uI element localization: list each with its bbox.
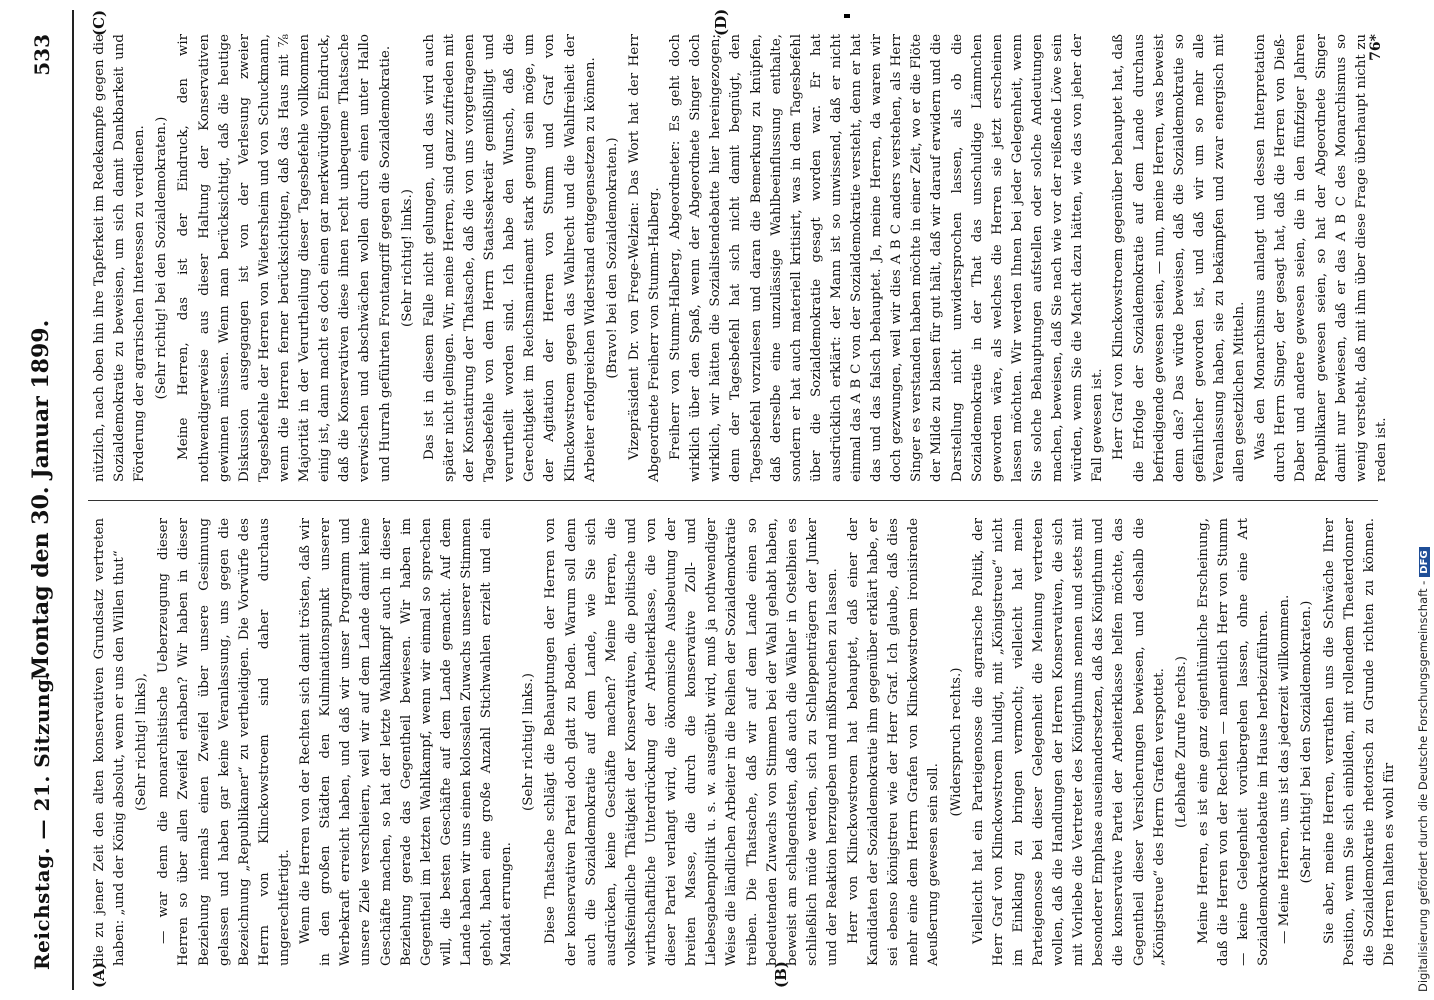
paragraph: Meine Herren, es ist eine ganz eigenthümliche Erscheinung, daß die Herren von der Rechten — namentlich Herr von Stumm — keine Gelegenheit vorübergehen lassen, ohne eine Art Sozialdemokratendebatte im Hause herbeizuführen. (1195, 518, 1272, 966)
margin-marker-d: (D) (712, 8, 730, 36)
paragraph: — Meine Herren, uns ist das jederzeit willkommen. (1277, 594, 1293, 944)
margin-marker-a: (A) (90, 962, 108, 988)
paragraph: Herr Graf von Klinckowstroem gegenüber behauptet hat, daß die Erfolge der Sozialdemokratie auf dem Lande durchaus befriedigende gewesen seien, — nun, meine Herren, was beweist denn das? Das würde beweisen, daß die Sozialdemokratie so gefährlicher geworden ist, und daß wir um so mehr alle Veranlassung haben, sie zu bekämpfen und zwar energisch mit allen gesetzlichen Mitteln. (1111, 34, 1248, 482)
header-session: Reichstag. — 21. Sitzung. (30, 671, 54, 970)
interjection: (Sehr richtig! links.) (399, 189, 415, 327)
interjection: (Sehr richtig! links), (134, 673, 150, 811)
digitization-note (1416, 12, 1434, 992)
paragraph: Herr von Klinckowstroem hat behauptet, daß einer der Kandidaten der Sozialdemokratie ihm gegenüber erklärt habe, er sei ebenso königstreu wie der Herr Graf. Ich glaube, daß dies mehr eine dem Herrn Grafen von Klinckowstroem ironisirende Aeußerung gewesen sein soll. (846, 518, 942, 966)
margin-marker-c: (C) (90, 9, 108, 36)
paragraph: Freiherr von Stumm-Halberg, Abgeordneter: Es geht doch wirklich über den Spaß, wenn der Abgeordnete Singer doch wirklich, wir hätten die Sozialistendebatte hier hereingezogen; denn der Tagesbefehl hat sich nicht damit begnügt, den Tagesbefehl vorzulesen und daran die Bemerkung zu knüpfen, daß derselbe eine unzulässige Wahlbeeinflussung enthalte, sondern er hat auch materiell kritisirt, was in dem Tagesbefehl über die Sozialdemokratie gesagt worden war. Er hat ausdrücklich erklärt: der Mann ist so unwissend, daß er nicht einmal das A B C von der Sozialdemokratie versteht, denn er hat das und das falsch behauptet. Ja, meine Herren, da waren wir doch gezwungen, weil wir dies A B C anders verstehen, als Herr Singer es verstanden haben möchte in einer Zeit, wo er die Flöte der Milde zu blasen für gut hält, daß wir darauf erwidern und die Darstellung nicht unwidersprochen lassen, als ob die Sozialdemokratie in der That das unschuldige Lämmchen geworden wäre, als welches die Herren sie jetzt erscheinen lassen möchten. Wir werden Ihnen bei jeder Gelegenheit, wenn Sie solche Behauptungen aufstellen oder solche Andeutungen machen, beweisen, daß Sie nach wie vor der reißende Löwe sein würden, wenn Sie die Macht dazu hätten, wie das von jeher der Fall gewesen ist. (668, 34, 1106, 482)
newspaper-page (12, 10, 1402, 990)
page-header (12, 10, 74, 990)
interjection: (Sehr richtig! bei den Sozialdemokraten.) (1299, 600, 1315, 884)
dfg-logo: DFG (1419, 547, 1430, 576)
margin-marker-b: (B) (772, 961, 790, 988)
right-text-column (90, 34, 1389, 482)
paragraph: — war denn die monarchistische Ueberzeugung dieser Herren so über allen Zweifel erhaben? Wir haben in dieser Beziehung niemals einen Zweifel über unsere Gesinnung gelassen und haben gar keine Veranlassung, uns gegen die Bezeichnung „Republikaner“ zu vertheidigen. Die Vorwürfe des Herrn von Klinckowstroem sind daher durchaus ungerechtfertigt. (156, 518, 292, 966)
paragraph: die zu jener Zeit den alten konservativen Grundsatz vertreten haben: „und der König absolut, wenn er uns den Willen thut“ (92, 518, 128, 966)
paragraph: Sie aber, meine Herren, verrathen uns die Schwäche Ihrer Position, wenn Sie sich einbilden, mit rollendem Theaterdonner die Sozialdemokratie rhetorisch zu Grunde richten zu können. Die Herren halten es wohl für (1321, 518, 1397, 966)
header-page-number: 533 (30, 34, 54, 76)
header-date: Montag den 30. Januar 1899. (28, 319, 54, 681)
paragraph: nützlich, nach oben hin ihre Tapferkeit im Redekampfe gegen die Sozialdemokratie zu beweisen, um sich damit Dankbarkeit und Förderung der agrarischen Interessen zu verdienen. (92, 34, 148, 482)
paragraph: Das ist in diesem Falle nicht gelungen, und das wird auch später nicht gelingen. Wir, meine Herren, sind ganz zufrieden mit der Konstatirung der Thatsache, daß die von uns vorgetragenen Tagesbefehle von dem Herrn Staatssekretär gemißbilligt und verurtheilt worden sind. Ich habe den Wunsch, daß die Gerechtigkeit im Reichsmarineamt stark genug sein möge, um der Agitation der Herren von Stumm und Graf von Klinckowstroem gegen das Wahlrecht und die Wahlfreiheit der Arbeiter erfolgreichen Widerstand entgegensetzen zu können. (421, 34, 598, 482)
page-signature: 76* (1368, 34, 1384, 61)
interjection: (Widerspruch rechts.) (948, 667, 964, 817)
paragraph: Vizepräsident Dr. von Frege-Welzien: Das Wort hat der Herr Abgeordnete Freiherr von Stumm-Halberg. (626, 34, 662, 482)
interjection: (Sehr richtig! bei den Sozialdemokraten.) (154, 116, 170, 400)
paragraph: Meine Herren, das ist der Eindruck, den wir nothwendigerweise aus dieser Haltung der Konservativen gewinnen müssen. Wenn man berücksichtigt, daß die heutige Diskussion ausgegangen ist von der Verlesung zweier Tagesbefehle der Herren von Wietersheim und von Schuckmann, wenn die Herren ferner berücksichtigen, daß das Haus mit ⅞ Majorität in der Verurtheilung dieser Tagesbefehle vollkommen einig ist, dann macht es doch einen gar merkwürdigen Eindruck, daß die Konservativen diese ihnen recht unbequeme Thatsache verwischen und abschwächen wollen durch einen unter Hallo und Hurrah geführten Frontangriff gegen die Sozialdemokratie. (176, 34, 393, 482)
interjection: (Lebhafte Zurufe rechts.) (1173, 656, 1189, 829)
column-divider (88, 500, 1378, 501)
interjection: (Sehr richtig! links.) (521, 673, 537, 811)
digitization-text: Digitalisierung gefördert durch die Deutsche Forschungsgemeinschaft - (1416, 580, 1430, 992)
paragraph: Wenn die Herren von der Rechten sich damit trösten, daß wir in den großen Städten den Kulminationspunkt unserer Werbekraft erreicht haben, und daß wir unser Programm und unsere Ziele verschleiern, weil wir auf dem Lande damit keine Geschäfte machen, so hat der letzte Wahlkampf auch in dieser Beziehung gerade das Gegentheil bewiesen. Wir haben im Gegentheil im letzten Wahlkampf, wenn wir einmal so sprechen will, die besten Geschäfte auf dem Lande gemacht. Auf dem Lande haben wir uns einen kolossalen Zuwachs unserer Stimmen geholt, haben eine große Anzahl Stichwahlen erzielt und ein Mandat errungen. (298, 518, 515, 966)
interjection: (Bravo! bei den Sozialdemokraten.) (604, 137, 620, 379)
left-text-column (90, 518, 1397, 966)
paragraph: Diese Thatsache schlägt die Behauptungen der Herren von der konservativen Partei doch glatt zu Boden. Warum soll denn auch die Sozialdemokratie auf dem Lande, wie Sie sich ausdrücken, keine Geschäfte machen? Meine Herren, die volksfeindliche Thätigkeit der Konservativen, die politische und wirthschaftliche Unterdrückung der Arbeiterklasse, die von dieser Partei verlangt wird, die ökonomische Ausbeutung der breiten Masse, die durch die konservative Zoll- und Liebesgabenpolitik u. s. w. ausgeübt wird, muß ja nothwendiger Weise die ländlichen Arbeiter in die Reihen der Sozialdemokratie treiben. Die Thatsache, daß wir auf dem Lande einen so bedeutenden Zuwachs von Stimmen bei der Wahl gehabt haben, beweist am schlagendsten, daß auch die Wähler in Ostelbien es schließlich müde werden, sich zu Schleppenträgern der Junker und der Reaktion herzugeben und mißbrauchen zu lassen. (543, 518, 840, 966)
print-speck (844, 14, 850, 18)
paragraph: Vielleicht hat ein Parteigenosse die agrarische Politik, der Herr Graf von Klinckowstroem huldigt, mit „Königstreue“ nicht im Einklang zu bringen vermocht; vielleicht hat mein Parteigenosse bei dieser Gelegenheit die Meinung vertreten wollen, daß die Handlungen der Herren Konservativen, die sich mit Vorliebe die Vertreter des Königthums nennen und stets mit besonderer Emphase auseinandersetzen, daß das Königthum und die konservative Partei der Arbeiterklasse helfen möchte, das Gegentheil dieser Versicherungen bewiesen, und deshalb die „Königstreue“ des Herrn Grafen verspottet. (970, 518, 1167, 966)
paragraph: Was den Monarchismus anlangt und dessen Interpretation durch Herrn Singer, der gesagt hat, daß die Herren von Dieß-Daber und andere gewesen seien, die in den fünfziger Jahren Republikaner gewesen seien, so hat der Abgeordnete Singer damit nur bewiesen, daß er das A B C des Monarchismus so wenig versteht, daß mit ihm über diese Frage überhaupt nicht zu reden ist. (1253, 34, 1389, 482)
